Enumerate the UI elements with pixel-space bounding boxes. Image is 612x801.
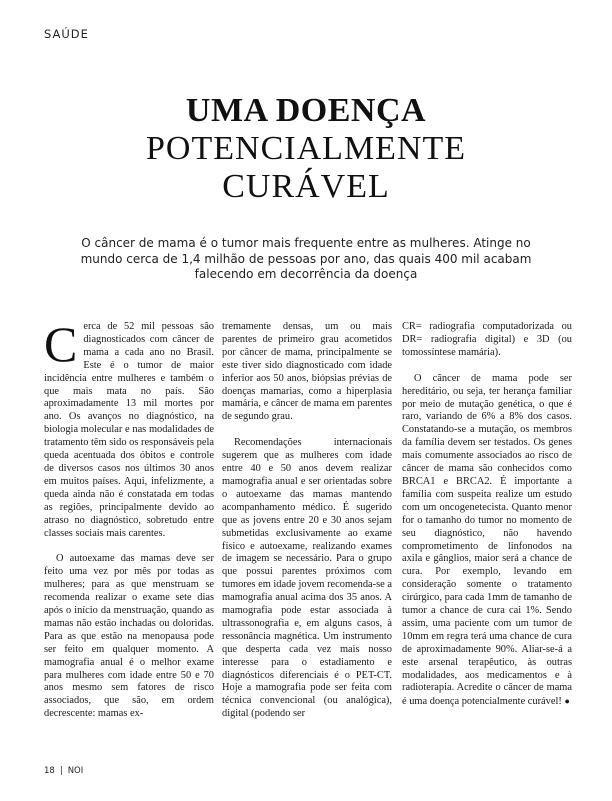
magazine-name: NOI (67, 766, 84, 776)
page-number: 18 (44, 766, 55, 776)
column-3-paragraph-1: CR= radiografia computadorizada ou DR= radiografia digital) e 3D (ou tomossíntese mamária). (402, 321, 572, 358)
column-2-paragraph-1: tremamente densas, um ou mais parentes de primeiro grau acometidos por câncer de mama, principalmente se este tiver sido diagnosticado com idade inferior aos 50 anos, biópsias prévias de doenças mamarias, como a hiperplasia mamária, e câncer de mama em parentes de segundo grau. (222, 321, 392, 423)
column-3-paragraph-2-text: O câncer de mama pode ser hereditário, ou seja, ter herança familiar por meio de mutação genética, o que é raro, variando de 6% a 8% dos casos. Constatando-se a mutação, os membros da família devem ser testados. Os genes mais comumente associados ao risco de câncer de mama são conhecidos como BRCA1 e BRCA2. É importante a família com suspeita realize um estudo com um oncogenetecista. Quanto menor for o tamanho do tumor no momento de seu diagnóstico, não havendo comprometimento de linfonodos na axila e gânglios, maior será a chance de cura. Por exemplo, levando em consideração somente o tratamento cirúrgico, para cada 1mm de tamanho de tumor a chance de cura cai 1%. Sendo assim, uma paciente com um tumor de 10mm em regra terá uma chance de cura de aproximadamente 90%. Aliar-se-á a este arsenal terapêutico, às outras modalidades, aos medicamentos e à radioterapia. Acredite o câncer de mama é uma doença potencialmente curável! (402, 372, 572, 708)
end-mark-icon: ● (564, 696, 570, 707)
article-subtitle: O câncer de mama é o tumor mais frequente entre as mulheres. Atinge no mundo cerca de 1,4 milhão de pessoas por ano, das quais 400 mil acabam falecendo em decorrência da doença (80, 236, 532, 281)
article-title (0, 92, 612, 206)
footer-separator: | (59, 766, 63, 776)
column-3-paragraph-2 (402, 373, 572, 710)
article-column-1 (44, 316, 214, 721)
title-line-2: POTENCIALMENTE (146, 130, 466, 167)
drop-cap: C (44, 316, 78, 372)
article-column-3 (402, 321, 572, 709)
column-1-paragraph-1 (44, 316, 214, 540)
title-line-3: CURÁVEL (222, 168, 390, 205)
column-1-paragraph-1-text: erca de 52 mil pessoas são diagnosticados com câncer de mama a cada ano no Brasil. Este é o tumor de maior incidência entre mulheres e também o que mais mata no país. São aproximadamente 13 mil mortes por ano. Os avanços no diagnóstico, na biologia molecular e nas modalidades de tratamento têm sido os responsáveis pela queda acentuada dos óbitos e controle de diversos casos nos últimos 30 anos em muitos países. Aqui, infelizmente, a queda ainda não é constatada em todas as regiões, principalmente devido ao atraso no diagnóstico, sobretudo entre classes sociais mais carentes. (44, 321, 214, 539)
column-2-paragraph-2: Recomendações internacionais sugerem que as mulheres com idade entre 40 e 50 anos devem realizar mamografia anual e ser orientadas sobre o autoexame das mamas mantendo acompanhamento médico. É sugerido que as jovens entre 20 e 30 anos sejam submetidas exclusivamente ao exame físico e autoexame, realizando exames de imagem se necessário. Para o grupo que possui parentes próximos com tumores em idade jovem recomenda-se a mamografia anual acima dos 35 anos. A mamografia pode estar associada à ultrassonografia e, em alguns casos, à ressonância magnética. Um instrumento que desperta cada vez mais nosso interesse para o estadiamento e diagnósticos diferenciais é o PET-CT. Hoje a mamografia pode ser feita com técnica convencional (ou analógica), digital (podendo ser (222, 437, 392, 720)
title-line-1: UMA DOENÇA (185, 92, 427, 129)
column-1-paragraph-2: O autoexame das mamas deve ser feito uma vez por mês por todas as mulheres; para as que menstruam se recomenda realizar o exame sete dias após o início da menstruação, quando as mamas não estão inchadas ou doloridas. Para as que estão na menopausa pode ser feito em qualquer momento. A mamografia anual é o melhor exame para mulheres com idade entre 50 e 70 anos mesmo sem fatores de risco associados, que são, em ordem decrescente: mamas ex- (44, 553, 214, 720)
page-footer (44, 766, 83, 776)
section-label: SAÚDE (44, 27, 89, 41)
article-column-2 (222, 321, 392, 721)
